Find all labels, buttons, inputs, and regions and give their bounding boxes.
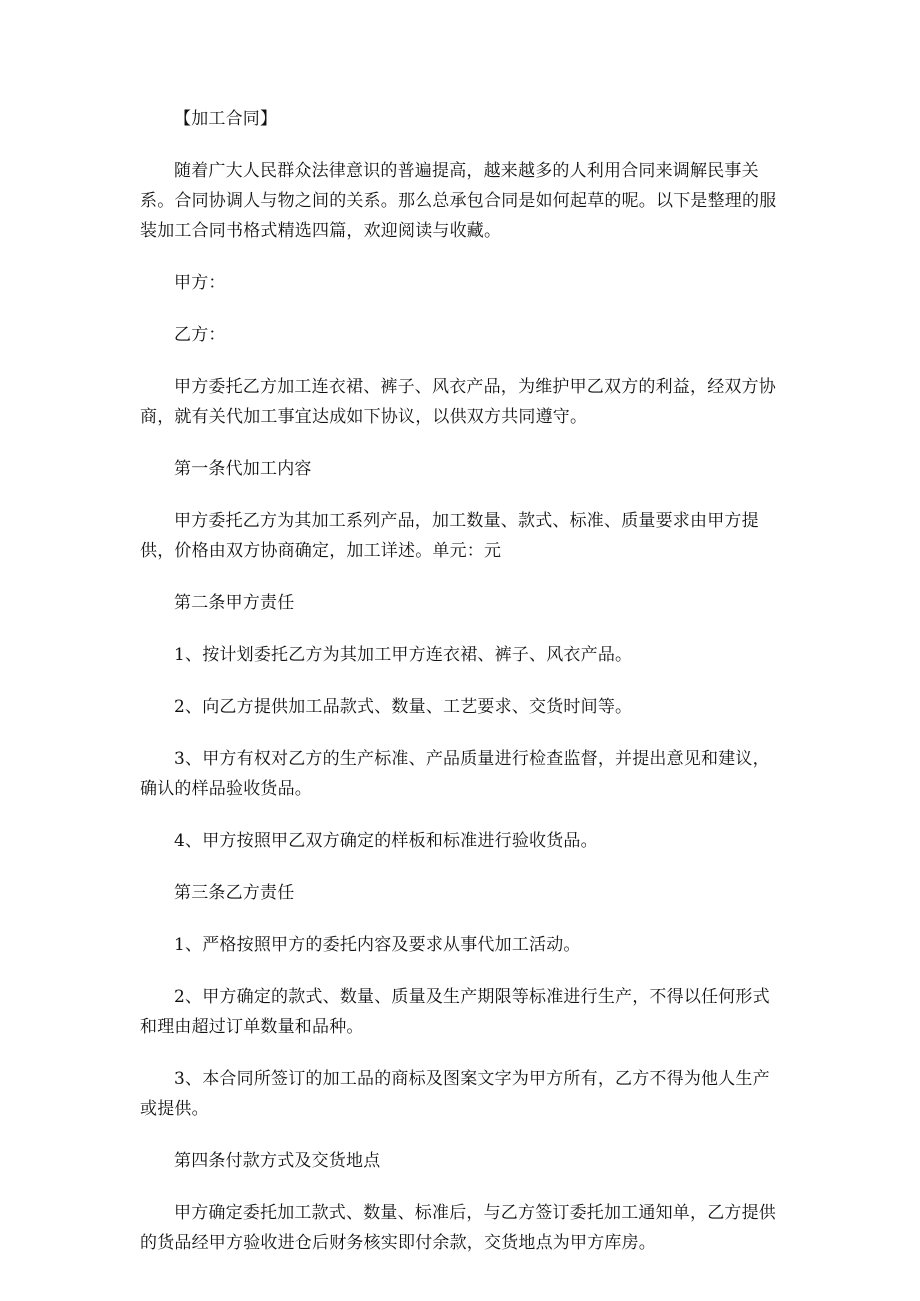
intro-paragraph: 随着广大人民群众法律意识的普遍提高，越来越多的人利用合同来调解民事关系。合同协调人与物之间的关系。那么总承包合同是如何起草的呢。以下是整理的服装加工合同书格式精选四篇，欢迎阅读与收藏。 — [140, 161, 777, 241]
article-4-heading: 第四条付款方式及交货地点 — [174, 1151, 381, 1171]
document-title: 【加工合同】 — [174, 109, 278, 129]
article-1-text: 甲方委托乙方为其加工系列产品，加工数量、款式、标准、质量要求由甲方提供，价格由双方协商确定，加工详述。单元：元 — [140, 511, 759, 561]
preamble-paragraph: 甲方委托乙方加工连衣裙、裤子、风衣产品，为维护甲乙双方的利益，经双方协商，就有关代加工事宜达成如下协议，以供双方共同遵守。 — [140, 377, 776, 427]
article-3-item-3: 3、本合同所签订的加工品的商标及图案文字为甲方所有，乙方不得为他人生产或提供。 — [140, 1069, 770, 1119]
article-3-item-2: 2、甲方确定的款式、数量、质量及生产期限等标准进行生产，不得以任何形式和理由超过订单数量和品种。 — [140, 987, 770, 1037]
party-a-line: 甲方： — [174, 273, 226, 293]
article-4-text: 甲方确定委托加工款式、数量、标准后，与乙方签订委托加工通知单，乙方提供的货品经甲方验收进仓后财务核实即付余款，交货地点为甲方库房。 — [140, 1203, 776, 1253]
article-2-item-1: 1、按计划委托乙方为其加工甲方连衣裙、裤子、风衣产品。 — [174, 645, 633, 665]
article-2-item-2: 2、向乙方提供加工品款式、数量、工艺要求、交货时间等。 — [174, 697, 633, 717]
party-b-line: 乙方： — [174, 325, 226, 345]
article-2-heading: 第二条甲方责任 — [174, 593, 295, 613]
article-2-item-3: 3、甲方有权对乙方的生产标准、产品质量进行检查监督，并提出意见和建议，确认的样品验收货品。 — [140, 749, 770, 799]
document-body — [140, 104, 780, 1280]
article-3-heading: 第三条乙方责任 — [174, 883, 295, 903]
article-2-item-4: 4、甲方按照甲乙双方确定的样板和标准进行验收货品。 — [174, 831, 598, 851]
article-3-item-1: 1、严格按照甲方的委托内容及要求从事代加工活动。 — [174, 935, 581, 955]
article-1-heading: 第一条代加工内容 — [174, 459, 312, 479]
